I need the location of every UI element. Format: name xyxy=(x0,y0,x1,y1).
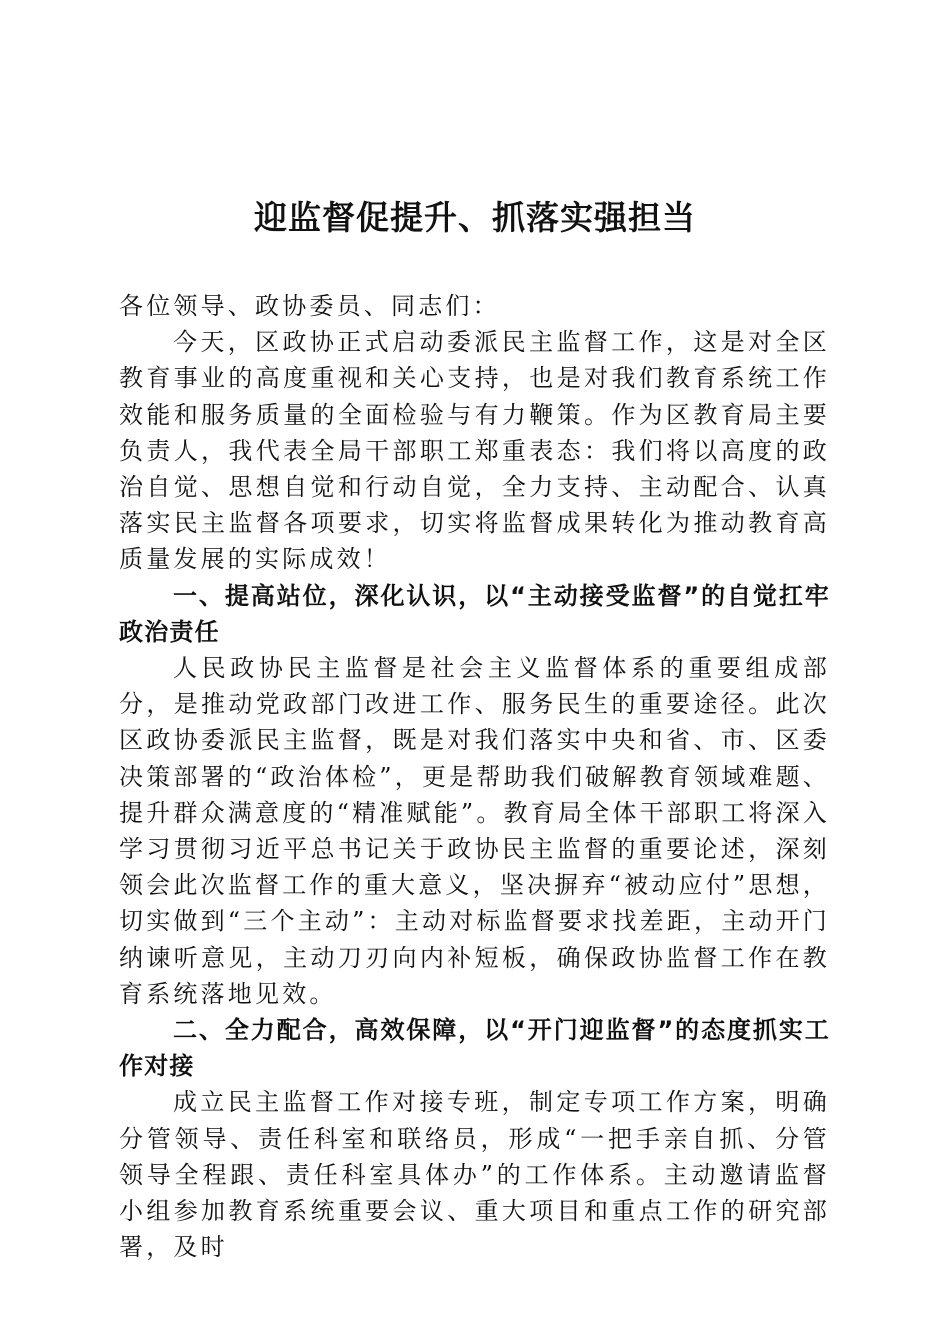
section-paragraph-2: 成立民主监督工作对接专班，制定专项工作方案，明确分管领导、责任科室和联络员，形成“一把手亲自抓、分管领导全程跟、责任科室具体办”的工作体系。主动邀请监督小组参加教育系统重要会议、重大项目和重点工作的研究部署，及时 xyxy=(119,1088,830,1262)
document-title: 迎监督促提升、抓落实强担当 xyxy=(254,198,696,237)
salutation: 各位领导、政协委员、同志们： xyxy=(119,292,500,320)
section-heading-2: 二、全力配合，高效保障，以“开门迎监督”的态度抓实工作对接 xyxy=(119,1016,830,1081)
section-heading-1: 一、提高站位，深化认识，以“主动接受监督”的自觉扛牢政治责任 xyxy=(119,581,830,646)
section-paragraph-1: 人民政协民主监督是社会主义监督体系的重要组成部分，是推动党政部门改进工作、服务民生的重要途径。此次区政协委派民主监督，既是对我们落实中央和省、市、区委决策部署的“政治体检”，更是帮助我们破解教育领域难题、提升群众满意度的“精准赋能”。教育局全体干部职工将深入学习贯彻习近平总书记关于政协民主监督的重要论述，深刻领会此次监督工作的重大意义，坚决摒弃“被动应付”思想，切实做到“三个主动”：主动对标监督要求找差距，主动开门纳谏听意见，主动刀刃向内补短板，确保政协监督工作在教育系统落地见效。 xyxy=(119,654,830,1008)
document-body xyxy=(119,288,830,1265)
intro-paragraph: 今天，区政协正式启动委派民主监督工作，这是对全区教育事业的高度重视和关心支持，也是对我们教育系统工作效能和服务质量的全面检验与有力鞭策。作为区教育局主要负责人，我代表全局干部职工郑重表态：我们将以高度的政治自觉、思想自觉和行动自觉，全力支持、主动配合、认真落实民主监督各项要求，切实将监督成果转化为推动教育高质量发展的实际成效！ xyxy=(119,328,830,574)
